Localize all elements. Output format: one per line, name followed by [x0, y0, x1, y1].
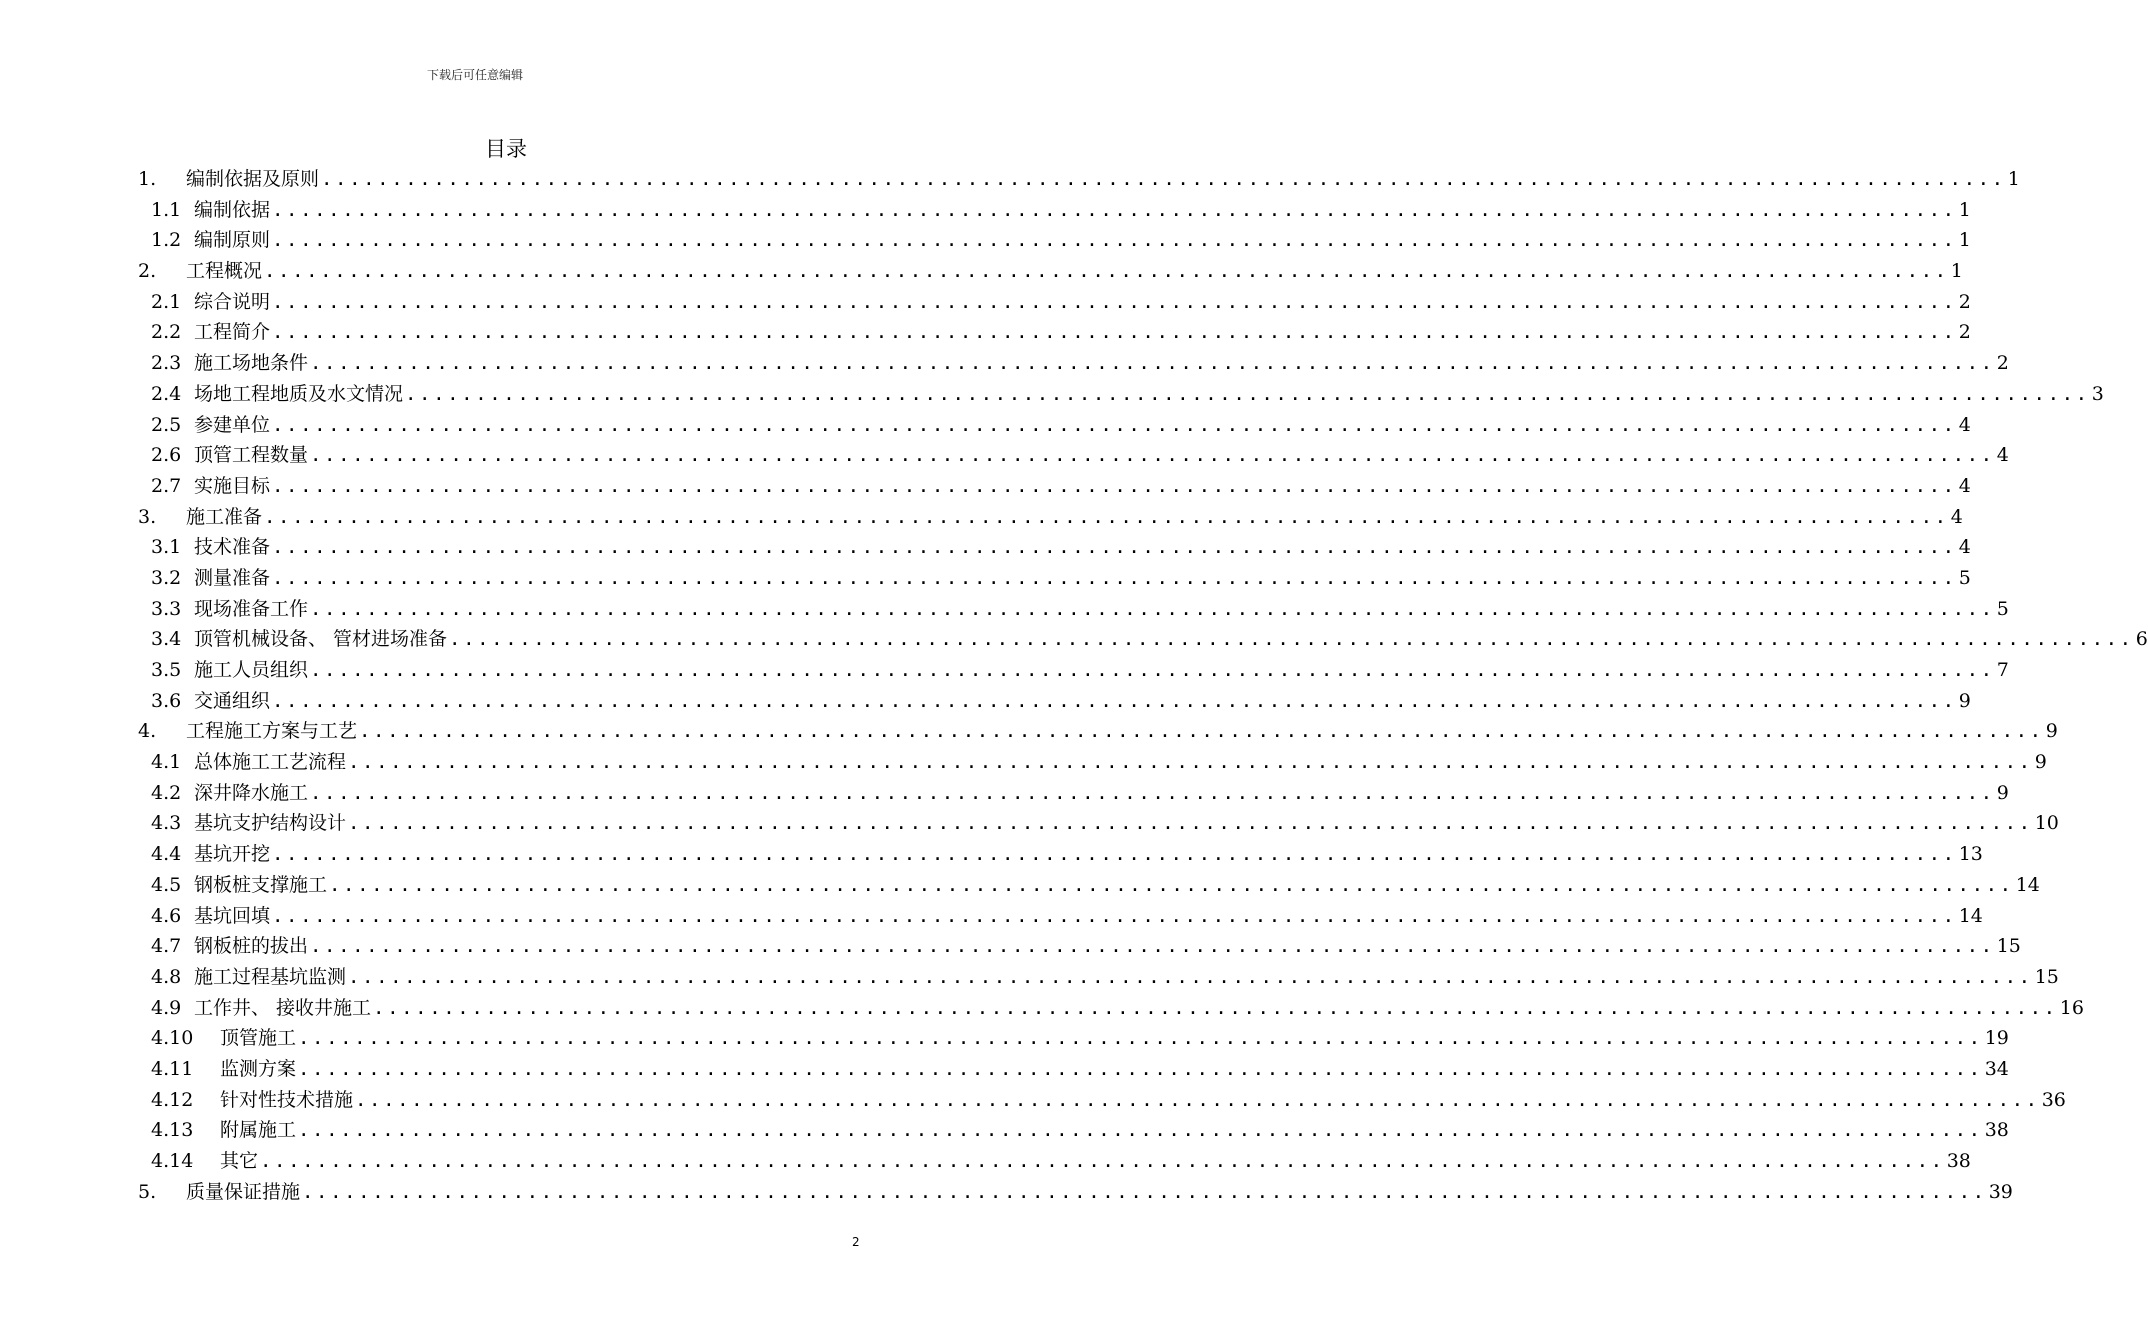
- toc-entry-label: 质量保证措施: [186, 1180, 301, 1203]
- toc-dot-leader: ........................................................................................................................: [272, 843, 1957, 866]
- toc-dot-leader: ........................................................................................................................: [310, 352, 1995, 375]
- toc-entry-label: 工程施工方案与工艺: [186, 720, 358, 743]
- toc-entry-number: 2.5: [151, 413, 182, 436]
- toc-entry-number: 2.2: [151, 321, 182, 344]
- toc-entry-number: 2.3: [151, 352, 182, 375]
- toc-dot-leader: ........................................................................................................................: [260, 1150, 1945, 1172]
- toc-entry-number: 4.7: [151, 935, 182, 958]
- toc-dot-leader: ........................................................................................................................: [272, 474, 1957, 497]
- toc-entry-number: 4.6: [151, 904, 182, 927]
- toc-entry-page: 9: [1958, 689, 1971, 712]
- toc-entry-number: 3.3: [151, 597, 182, 620]
- toc-entry-number: 4.5: [151, 873, 182, 896]
- toc-entry[interactable]: [0, 1085, 2066, 1116]
- toc-entry-label: 现场准备工作: [194, 597, 309, 620]
- toc-entry[interactable]: [0, 655, 2009, 686]
- toc-entry-page: 14: [2015, 873, 2040, 896]
- toc-entry[interactable]: [0, 1023, 2009, 1054]
- toc-entry[interactable]: [0, 410, 1971, 441]
- toc-dot-leader: ........................................................................................................................: [272, 290, 1957, 313]
- toc-entry[interactable]: [0, 747, 2047, 778]
- toc-entry[interactable]: [0, 379, 2104, 410]
- toc-entry-label: 工作井、 接收井施工: [194, 996, 372, 1019]
- toc-dot-leader: ........................................................................................................................: [310, 781, 1995, 804]
- toc-entry-number: 3.1: [151, 536, 182, 559]
- toc-dot-leader: ........................................................................................................................: [272, 413, 1957, 436]
- toc-entry[interactable]: [0, 778, 2009, 809]
- toc-entry[interactable]: [0, 962, 2059, 993]
- toc-entry-page: 14: [1958, 904, 1983, 927]
- toc-entry-label: 施工人员组织: [194, 659, 309, 681]
- toc-entry-label: 钢板桩支撑施工: [194, 873, 328, 896]
- toc-dot-leader: ........................................................................................................................: [298, 1119, 1983, 1142]
- toc-entry-label: 基坑回填: [194, 904, 271, 927]
- toc-entry[interactable]: [0, 870, 2040, 901]
- toc-entry[interactable]: [0, 195, 1971, 226]
- toc-dot-leader: ........................................................................................................................: [264, 505, 1949, 528]
- toc-entry-page: 3: [2091, 382, 2104, 405]
- toc-entry-label: 工程简介: [194, 321, 271, 344]
- toc-entry-label: 深井降水施工: [194, 781, 309, 804]
- toc-entry-label: 技术准备: [194, 536, 271, 559]
- toc-entry-page: 4: [1958, 474, 1971, 497]
- toc-entry-page: 1: [1950, 260, 1963, 283]
- toc-entry-label: 实施目标: [194, 474, 271, 497]
- toc-dot-leader: ........................................................................................................................: [321, 168, 2006, 190]
- toc-entry-page: 4: [1958, 413, 1971, 436]
- toc-entry-page: 34: [1984, 1057, 2009, 1080]
- toc-entry-label: 监测方案: [220, 1057, 297, 1080]
- page-number: 2: [852, 1235, 860, 1249]
- toc-entry-page: 13: [1958, 843, 1983, 866]
- toc-entry-number: 2.: [138, 260, 157, 283]
- toc-entry-page: 15: [1996, 935, 2021, 958]
- toc-entry-number: 3.2: [151, 566, 182, 589]
- toc-entry-page: 4: [1958, 536, 1971, 559]
- toc-entry-label: 针对性技术措施: [220, 1088, 354, 1111]
- toc-dot-leader: ........................................................................................................................: [272, 198, 1957, 221]
- toc-entry-page: 2: [1958, 290, 1971, 313]
- toc-dot-leader: ........................................................................................................................: [272, 566, 1957, 589]
- toc-entry-number: 4.11: [151, 1057, 194, 1080]
- toc-entry[interactable]: [0, 993, 2084, 1024]
- toc-entry[interactable]: [0, 317, 1971, 348]
- toc-entry-number: 5.: [138, 1180, 157, 1203]
- toc-entry-label: 基坑支护结构设计: [194, 812, 347, 835]
- toc-entry[interactable]: [0, 563, 1971, 594]
- toc-entry-number: 2.4: [151, 382, 182, 405]
- toc-entry-number: 3.4: [151, 628, 182, 651]
- toc-dot-leader: ........................................................................................................................: [298, 1027, 1983, 1050]
- toc-entry[interactable]: [0, 624, 2148, 655]
- toc-entry-label: 基坑开挖: [194, 843, 271, 866]
- toc-entry[interactable]: [0, 901, 1983, 932]
- toc-entry-label: 施工场地条件: [194, 352, 309, 375]
- toc-entry-page: 15: [2034, 965, 2059, 988]
- toc-entry-number: 4.12: [151, 1088, 194, 1111]
- toc-entry-number: 3.5: [151, 659, 182, 681]
- toc-entry[interactable]: [0, 594, 2009, 625]
- toc-entry-number: 4.: [138, 720, 157, 743]
- toc-entry-number: 4.2: [151, 781, 182, 804]
- toc-entry-page: 4: [1950, 505, 1963, 528]
- toc-dot-leader: ........................................................................................................................: [272, 904, 1957, 927]
- toc-entry-label: 顶管施工: [220, 1027, 297, 1050]
- toc-entry[interactable]: [0, 287, 1971, 318]
- toc-entry[interactable]: [0, 532, 1971, 563]
- toc-dot-leader: ........................................................................................................................: [449, 628, 2134, 651]
- toc-entry[interactable]: [0, 164, 2020, 195]
- toc-dot-leader: ........................................................................................................................: [310, 659, 1995, 681]
- toc-entry-label: 交通组织: [194, 689, 271, 712]
- toc-dot-leader: ........................................................................................................................: [348, 812, 2033, 835]
- toc-entry[interactable]: [0, 225, 1971, 256]
- toc-entry[interactable]: [0, 808, 2059, 839]
- toc-entry-page: 38: [1984, 1119, 2009, 1142]
- toc-entry[interactable]: [0, 686, 1971, 717]
- toc-dot-leader: ........................................................................................................................: [264, 260, 1949, 283]
- toc-entry-page: 5: [1996, 597, 2009, 620]
- toc-entry-label: 场地工程地质及水文情况: [194, 382, 404, 405]
- table-of-contents: [0, 164, 2148, 1207]
- toc-entry[interactable]: [0, 256, 1963, 287]
- toc-entry-number: 2.1: [151, 290, 182, 313]
- toc-entry-page: 16: [2059, 996, 2084, 1019]
- toc-entry-number: 4.13: [151, 1119, 194, 1142]
- toc-entry-number: 4.8: [151, 965, 182, 988]
- toc-entry[interactable]: [0, 716, 2058, 747]
- toc-entry-page: 9: [2045, 720, 2058, 743]
- toc-entry-page: 2: [1996, 352, 2009, 375]
- page-header-note: 下载后可任意编辑: [426, 68, 523, 82]
- toc-dot-leader: ........................................................................................................................: [310, 444, 1995, 467]
- toc-entry-page: 4: [1996, 444, 2009, 467]
- toc-entry-page: 9: [1996, 781, 2009, 804]
- toc-dot-leader: ........................................................................................................................: [272, 536, 1957, 559]
- toc-entry-number: 4.14: [151, 1150, 194, 1172]
- toc-entry-label: 编制原则: [194, 229, 271, 252]
- toc-entry-label: 综合说明: [194, 290, 271, 313]
- toc-dot-leader: ........................................................................................................................: [302, 1180, 1987, 1203]
- toc-entry-label: 总体施工工艺流程: [194, 751, 347, 774]
- toc-entry-page: 2: [1958, 321, 1971, 344]
- toc-entry[interactable]: [0, 1115, 2009, 1146]
- toc-entry-page: 36: [2041, 1088, 2066, 1111]
- toc-entry-label: 工程概况: [186, 260, 263, 283]
- toc-entry-number: 4.10: [151, 1027, 194, 1050]
- toc-dot-leader: ........................................................................................................................: [310, 597, 1995, 620]
- toc-dot-leader: ........................................................................................................................: [298, 1057, 1983, 1080]
- toc-entry[interactable]: [0, 440, 2009, 471]
- toc-dot-leader: ........................................................................................................................: [348, 751, 2033, 774]
- toc-entry-label: 参建单位: [194, 413, 271, 436]
- toc-entry-label: 测量准备: [194, 566, 271, 589]
- toc-entry[interactable]: [0, 839, 1983, 870]
- toc-entry-label: 编制依据: [194, 198, 271, 221]
- toc-entry-page: 6: [2135, 628, 2148, 651]
- toc-entry-number: 3.6: [151, 689, 182, 712]
- toc-entry-page: 1: [2007, 168, 2020, 190]
- toc-dot-leader: ........................................................................................................................: [272, 229, 1957, 252]
- toc-dot-leader: ........................................................................................................................: [348, 965, 2033, 988]
- toc-entry-number: 4.3: [151, 812, 182, 835]
- toc-entry-label: 施工准备: [186, 505, 263, 528]
- toc-entry[interactable]: [0, 1054, 2009, 1085]
- toc-entry-page: 19: [1984, 1027, 2009, 1050]
- toc-entry-number: 3.: [138, 505, 157, 528]
- toc-dot-leader: ........................................................................................................................: [329, 873, 2014, 896]
- toc-entry-page: 9: [2034, 751, 2047, 774]
- toc-entry-label: 顶管工程数量: [194, 444, 309, 467]
- toc-entry-page: 39: [1988, 1180, 2013, 1203]
- toc-entry[interactable]: [0, 1146, 1971, 1177]
- toc-dot-leader: ........................................................................................................................: [373, 996, 2058, 1019]
- toc-title: 目录: [485, 137, 527, 161]
- toc-entry-label: 施工过程基坑监测: [194, 965, 347, 988]
- toc-entry[interactable]: [0, 502, 1963, 533]
- toc-entry-label: 钢板桩的拔出: [194, 935, 309, 958]
- toc-entry-page: 7: [1996, 659, 2009, 681]
- toc-entry-page: 1: [1958, 198, 1971, 221]
- toc-entry-page: 10: [2034, 812, 2059, 835]
- toc-entry[interactable]: [0, 471, 1971, 502]
- toc-entry-label: 顶管机械设备、 管材进场准备: [194, 628, 448, 651]
- toc-entry-number: 1.1: [151, 198, 182, 221]
- toc-entry-label: 编制依据及原则: [186, 168, 320, 190]
- toc-entry-number: 4.4: [151, 843, 182, 866]
- toc-entry-label: 附属施工: [220, 1119, 297, 1142]
- toc-entry-number: 1.: [138, 168, 157, 190]
- toc-entry-number: 4.9: [151, 996, 182, 1019]
- toc-dot-leader: ........................................................................................................................: [272, 321, 1957, 344]
- toc-entry[interactable]: [0, 931, 2021, 962]
- toc-entry-page: 1: [1958, 229, 1971, 252]
- toc-entry-number: 1.2: [151, 229, 182, 252]
- toc-entry-page: 5: [1958, 566, 1971, 589]
- toc-entry[interactable]: [0, 348, 2009, 379]
- toc-entry-number: 4.1: [151, 751, 182, 774]
- toc-entry-label: 其它: [220, 1150, 259, 1172]
- toc-dot-leader: ........................................................................................................................: [405, 382, 2090, 405]
- toc-entry-page: 38: [1946, 1150, 1971, 1172]
- toc-dot-leader: ........................................................................................................................: [359, 720, 2044, 743]
- toc-dot-leader: ........................................................................................................................: [355, 1088, 2040, 1111]
- toc-entry-number: 2.6: [151, 444, 182, 467]
- toc-dot-leader: ........................................................................................................................: [310, 935, 1995, 958]
- toc-dot-leader: ........................................................................................................................: [272, 689, 1957, 712]
- toc-entry[interactable]: [0, 1177, 2013, 1208]
- toc-entry-number: 2.7: [151, 474, 182, 497]
